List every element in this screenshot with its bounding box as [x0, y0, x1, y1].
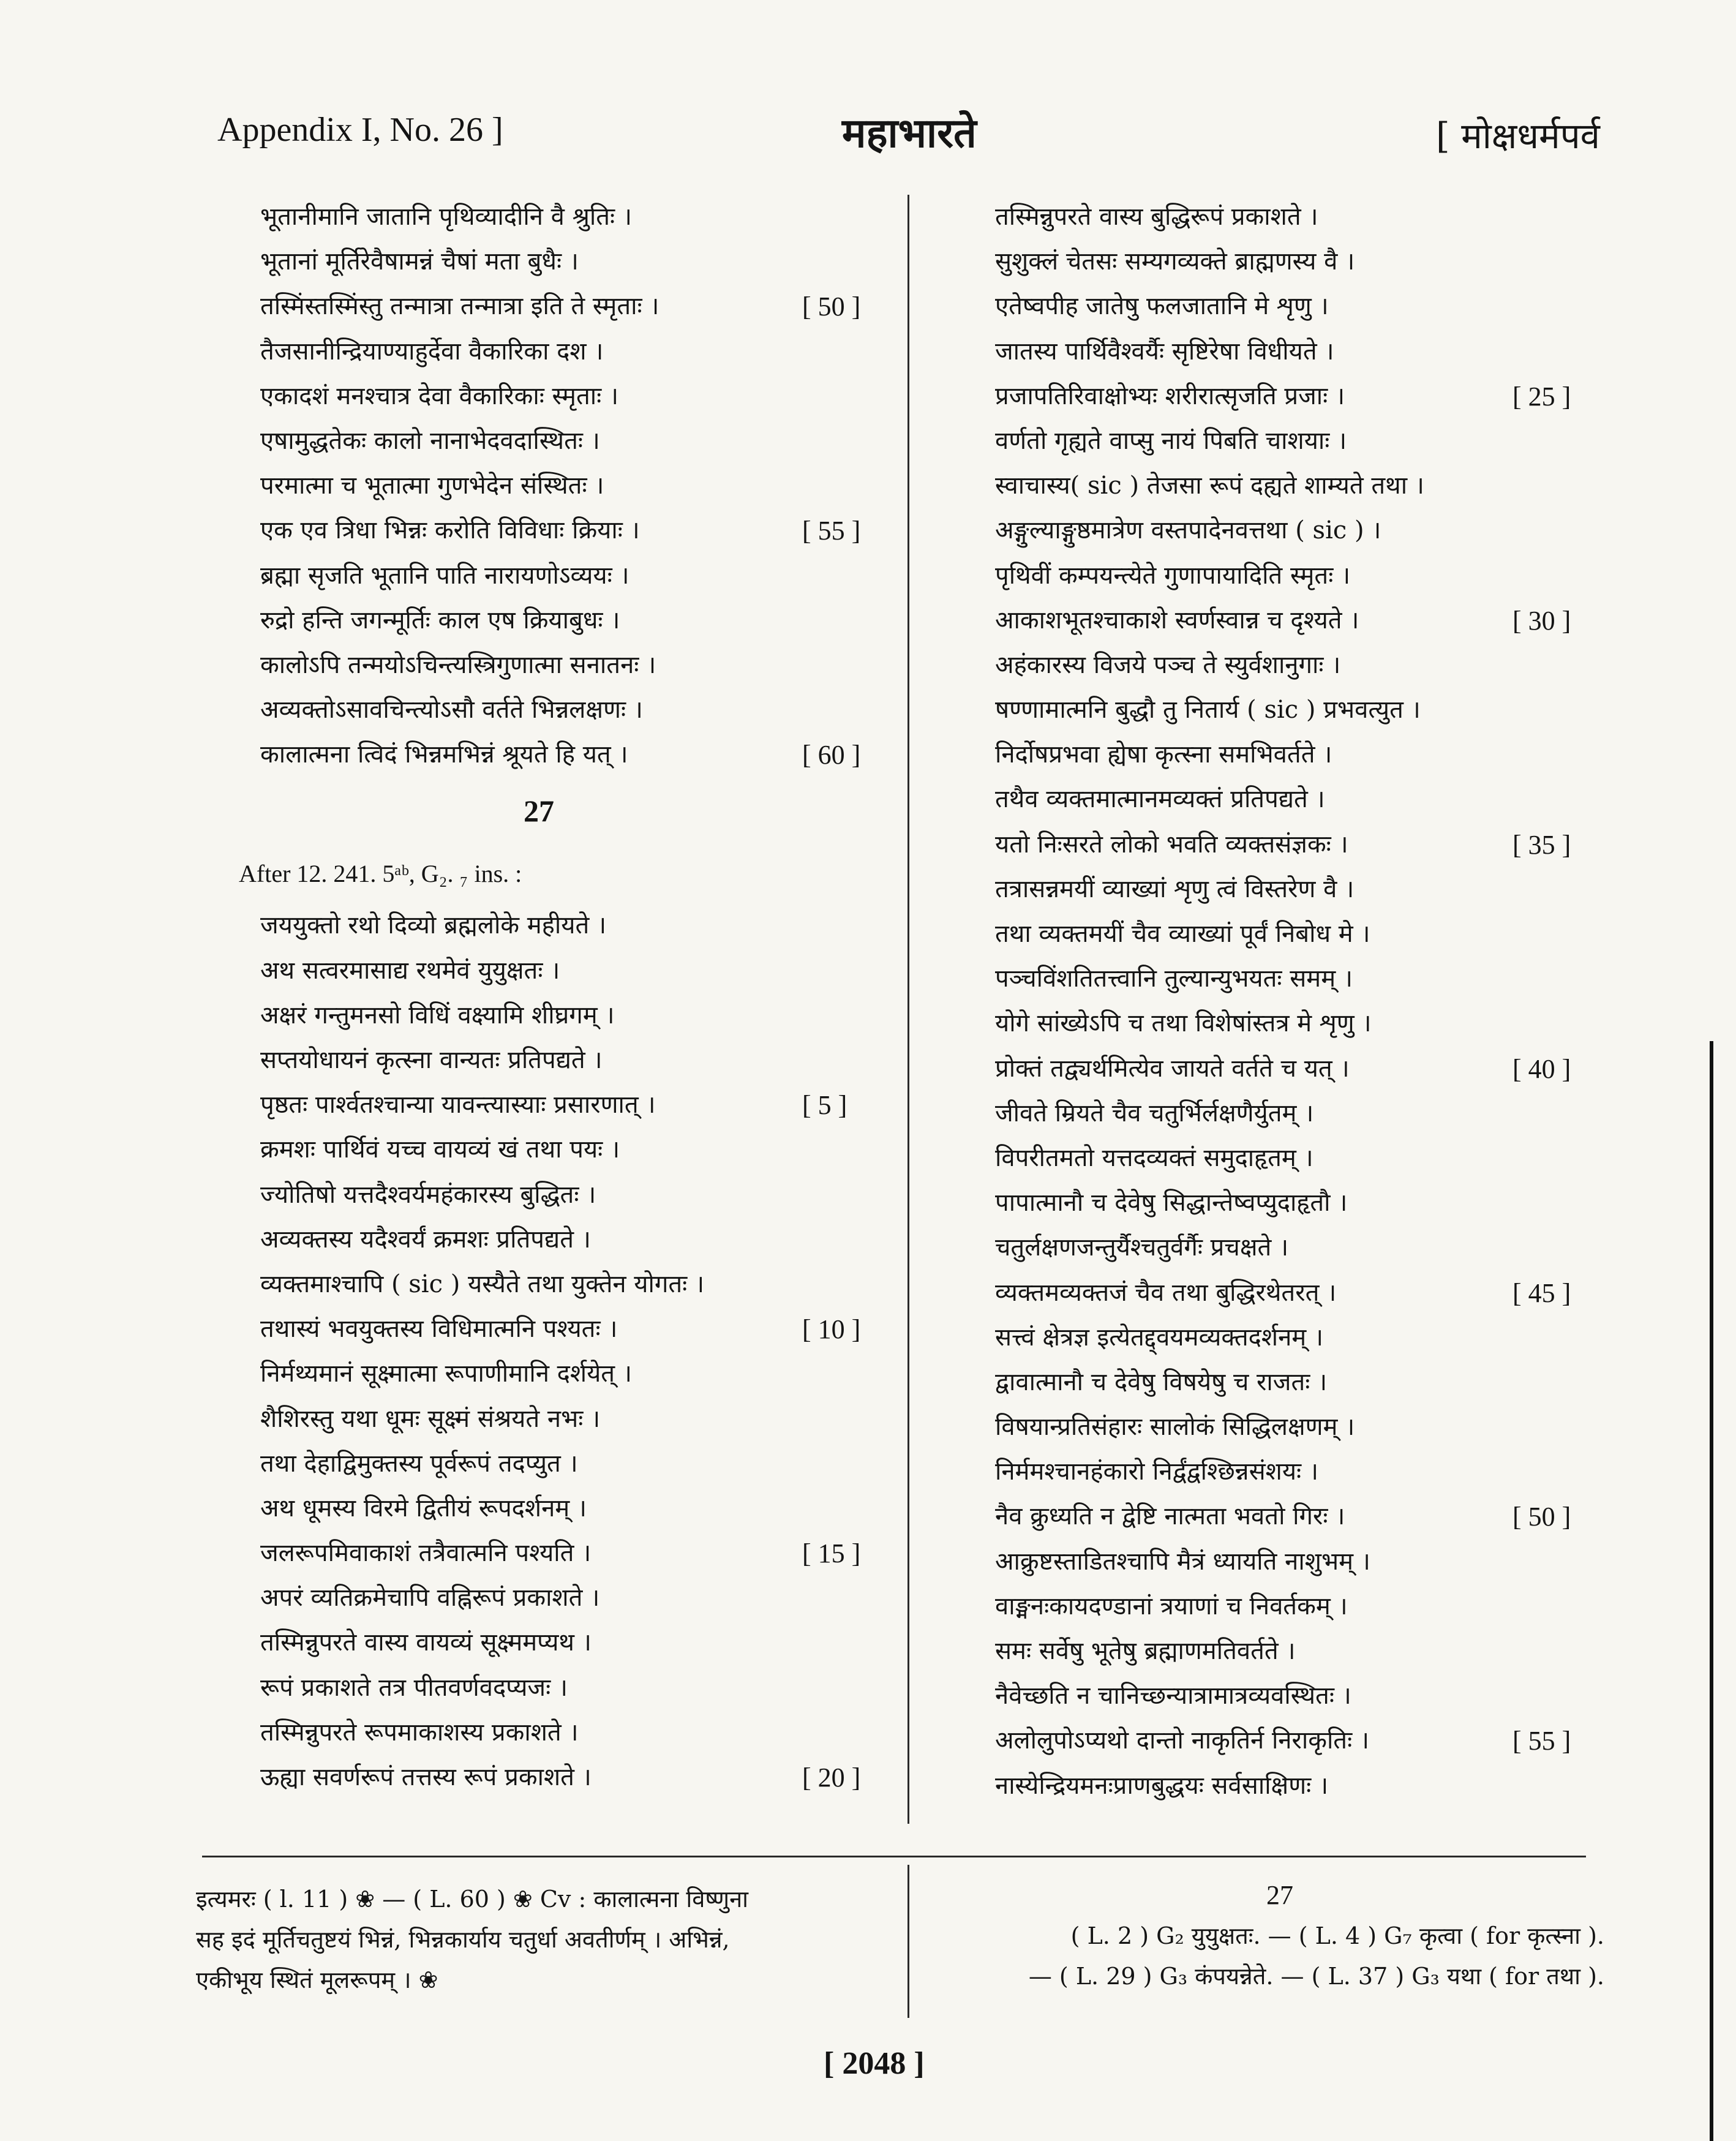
verse-line [995, 508, 1607, 553]
verse-text: अपरं व्यतिक्रमेचापि वह्निरूपं प्रकाशते । [260, 1584, 600, 1612]
verse-text: भूतानां मूर्तिरेवैषामन्नं चैषां मता बुधैः । [260, 247, 579, 276]
verse-line [995, 1764, 1607, 1808]
verse-text: ज्योतिषो यत्तदैश्वर्यमहंकारस्य बुद्धितः । [260, 1180, 596, 1209]
verse-text: सत्त्वं क्षेत्रज्ञ इत्येतद्द्वयमव्यक्तदर्शनम् । [995, 1323, 1324, 1352]
footnote-right [955, 1875, 1604, 1996]
verse-line [260, 1620, 971, 1665]
verse-line [260, 284, 971, 329]
verse-line [260, 195, 971, 239]
verse-line [995, 957, 1607, 1001]
verse-line [995, 1225, 1607, 1270]
verse-number: [ 10 ] [802, 1314, 861, 1345]
verse-line [995, 554, 1607, 598]
verse-text: तत्रासन्नमयीं व्याख्यां शृणु त्वं विस्तरेण वै । [995, 875, 1355, 903]
verse-number: [ 50 ] [1512, 1502, 1571, 1532]
footnote-left [196, 1879, 894, 2000]
verse-text: अक्षरं गन्तुमनसो विधिं वक्ष्यामि शीघ्रगम् । [260, 1001, 615, 1029]
verse-line [995, 329, 1607, 374]
verse-text: रुद्रो हन्ति जगन्मूर्तिः काल एष क्रियाबुधः । [260, 606, 620, 634]
verse-line [995, 643, 1607, 688]
verse-text: नास्येन्द्रियमनःप्राणबुद्धयः सर्वसाक्षिणः । [995, 1771, 1329, 1800]
verse-text: विपरीतमतो यत्तदव्यक्तं समुदाहृतम् । [995, 1143, 1313, 1172]
footnote-left-line: इत्यमरः ( l. 11 ) ❀ — ( L. 60 ) ❀ Cv : कालात्मना विष्णुना [196, 1886, 749, 1913]
verse-line [995, 867, 1607, 912]
verse-line [260, 464, 971, 508]
verse-number: [ 15 ] [802, 1538, 861, 1569]
verse-text: द्वावात्मानौ च देवेषु विषयेषु च राजतः । [995, 1368, 1328, 1396]
footnote-right-line: — ( L. 29 ) G₃ कंपयन्नेते. — ( L. 37 ) G₃ यथा ( for तथा ). [1028, 1963, 1604, 1990]
verse-text: प्रोक्तं तद्व्यर्थमित्येव जायते वर्तते च यत् । [995, 1054, 1350, 1083]
verse-line [995, 1047, 1607, 1091]
verse-text: जातस्य पार्थिवैश्वर्यैः सृष्टिरेषा विधीयते । [995, 337, 1334, 366]
verse-line [995, 464, 1607, 508]
verse-text: पृथिवीं कम्पयन्त्येते गुणापायादिति स्मृतः । [995, 561, 1351, 590]
verse-line [260, 643, 971, 688]
verse-text: तस्मिन्नुपरते वास्य वायव्यं सूक्ष्ममप्यथ । [260, 1628, 592, 1657]
verse-line [995, 239, 1607, 284]
verse-text: पञ्चविंशतितत्त्वानि तुल्यान्युभयतः समम् । [995, 965, 1353, 993]
verse-text: निर्दोषप्रभवा ह्येषा कृत्स्ना समभिवर्तते । [995, 740, 1332, 769]
verse-text: निर्मथ्यमानं सूक्ष्मात्मा रूपाणीमानि दर्शयेत् । [260, 1360, 632, 1388]
verse-line [260, 732, 971, 777]
verse-line [260, 1397, 971, 1442]
verse-line [260, 598, 971, 643]
verse-line [995, 1405, 1607, 1450]
verse-number: [ 5 ] [802, 1090, 847, 1121]
verse-number: [ 40 ] [1512, 1053, 1571, 1084]
footnote-divider [907, 1865, 909, 2018]
verse-line [260, 1262, 971, 1307]
verse-text: परमात्मा च भूतात्मा गुणभेदेन संस्थितः । [260, 472, 604, 500]
verse-line [260, 1307, 971, 1352]
verse-text: एतेष्वपीह जातेषु फलजातानि मे शृणु । [995, 292, 1329, 321]
verse-line [995, 1315, 1607, 1360]
verse-text: निर्ममश्चानहंकारो निर्द्वंद्वश्छिन्नसंशयः । [995, 1458, 1318, 1486]
verse-line [260, 508, 971, 553]
verse-text: आक्रुष्टस्ताडितश्चापि मैत्रं ध्यायति नाशुभम् । [995, 1547, 1370, 1576]
left-verses-top [260, 195, 971, 777]
verse-text: एक एव त्रिधा भिन्नः करोति विविधाः क्रियाः । [260, 516, 640, 545]
left-verses-bottom [260, 903, 971, 1800]
right-column [995, 195, 1607, 1808]
footnote-section-number: 27 [1266, 1880, 1293, 1910]
verse-line [995, 1181, 1607, 1225]
verse-text: यतो निःसरते लोको भवति व्यक्तसंज्ञकः । [995, 830, 1348, 859]
verse-line [260, 374, 971, 419]
verse-text: एषामुद्धतेकः कालो नानाभेदवदास्थितः । [260, 426, 600, 455]
verse-text: तस्मिन्नुपरते रूपमाकाशस्य प्रकाशते । [260, 1718, 579, 1747]
header-title: महाभारते [842, 109, 977, 157]
verse-text: क्रमशः पार्थिवं यच्च वायव्यं खं तथा पयः । [260, 1135, 620, 1164]
insertion-note: After 12. 241. 5ᵃᵇ, G₂. ₇ ins. : [239, 860, 522, 888]
verse-line [995, 1494, 1607, 1539]
verse-text: एकादशं मनश्चात्र देवा वैकारिकाः स्मृताः । [260, 382, 619, 410]
verse-line [995, 1360, 1607, 1405]
right-verses [995, 195, 1607, 1808]
verse-text: योगे सांख्येऽपि च तथा विशेषांस्तत्र मे शृणु । [995, 1009, 1372, 1038]
page-number: [ 2048 ] [824, 2046, 925, 2081]
verse-number: [ 55 ] [1512, 1726, 1571, 1756]
verse-text: वर्णतो गृह्यते वाप्सु नायं पिबति चाशयाः । [995, 426, 1347, 455]
verse-line [260, 949, 971, 993]
verse-text: षण्णामात्मनि बुद्धौ तु नितार्य ( sic ) प्रभवत्युत । [995, 696, 1421, 724]
verse-text: तथा देहाद्विमुक्तस्य पूर्वरूपं तदप्युत । [260, 1449, 578, 1478]
verse-text: तैजसानीन्द्रियाण्याहुर्देवा वैकारिका दश । [260, 337, 604, 366]
verse-line [995, 195, 1607, 239]
verse-text: अथ सत्वरमासाद्य रथमेवं युयुक्षतः । [260, 956, 560, 985]
verse-number: [ 50 ] [802, 292, 861, 322]
verse-text: चतुर्लक्षणजन्तुर्यैश्चतुर्वर्गैः प्रचक्षते । [995, 1233, 1289, 1262]
verse-text: आकाशभूतश्चाकाशे स्वर्णस्वान्न च दृश्यते । [995, 606, 1359, 634]
verse-line [995, 284, 1607, 329]
verse-line [260, 1442, 971, 1486]
verse-text: अथ धूमस्य विरमे द्वितीयं रूपदर्शनम् । [260, 1494, 587, 1522]
verse-text: कालोऽपि तन्मयोऽचिन्त्यस्त्रिगुणात्मा सनातनः । [260, 650, 656, 679]
verse-line [260, 1576, 971, 1620]
verse-line [260, 688, 971, 732]
verse-text: भूतानीमानि जातानि पृथिव्यादीनि वै श्रुतिः । [260, 203, 633, 231]
verse-text: शैशिरस्तु यथा धूमः सूक्ष्मं संश्रयते नभः । [260, 1404, 601, 1433]
verse-text: अहंकारस्य विजये पञ्च ते स्युर्वशानुगाः । [995, 650, 1341, 679]
verse-text: सुशुक्लं चेतसः सम्यगव्यक्ते ब्राह्मणस्य वै । [995, 247, 1355, 276]
verse-text: अङ्गुल्याङ्गुष्ठमात्रेण वस्तपादेनवत्तथा ( sic ) । [995, 516, 1381, 545]
verse-text: तथा व्यक्तमयीं चैव व्याख्यां पूर्वं निबोध मे । [995, 920, 1370, 948]
verse-line [995, 1718, 1607, 1763]
verse-text: जीवते म्रियते चैव चतुर्भिर्लक्षणैर्युतम् । [995, 1099, 1314, 1127]
verse-text: पृष्ठतः पार्श्वतश्चान्या यावन्त्यास्याः प्रसारणात् । [260, 1091, 656, 1119]
footnote-left-line: एकीभूय स्थितं मूलरूपम् । ❀ [196, 1966, 438, 1993]
verse-text: ब्रह्मा सृजति भूतानि पाति नारायणोऽव्ययः । [260, 561, 629, 590]
verse-text: वाङ्मनःकायदण्डानां त्रयाणां च निवर्तकम् । [995, 1592, 1348, 1620]
verse-line [260, 1666, 971, 1710]
verse-line [995, 1091, 1607, 1136]
verse-text: नैव क्रुध्यति न द्वेष्टि नात्मता भवतो गिरः । [995, 1502, 1345, 1531]
verse-line [995, 598, 1607, 643]
verse-text: अव्यक्तस्य यदैश्वर्यं क्रमशः प्रतिपद्यते । [260, 1225, 591, 1254]
verse-line [995, 419, 1607, 464]
verse-text: प्रजापतिरिवाक्षोभ्यः शरीरात्सृजति प्रजाः । [995, 382, 1345, 410]
verse-text: पापात्मानौ च देवेषु सिद्धान्तेष्वप्युदाहृतौ । [995, 1189, 1348, 1217]
header-appendix: Appendix I, No. 26 ] [217, 111, 503, 149]
verse-line [260, 903, 971, 948]
verse-text: सप्तयोधायनं कृत्स्ना वान्यतः प्रतिपद्यते । [260, 1046, 603, 1074]
verse-line [260, 554, 971, 598]
verse-text: व्यक्तमव्यक्तजं चैव तथा बुद्धिरथेतरत् । [995, 1278, 1337, 1307]
verse-line [995, 822, 1607, 867]
verse-text: तस्मिंस्तस्मिंस्तु तन्मात्रा तन्मात्रा इति ते स्मृताः । [260, 292, 659, 321]
verse-line [260, 419, 971, 464]
page-edge-mark [1710, 1041, 1713, 2141]
verse-number: [ 35 ] [1512, 829, 1571, 860]
verse-text: तथास्यं भवयुक्तस्य विधिमात्मनि पश्यतः । [260, 1315, 618, 1344]
verse-line [260, 1173, 971, 1217]
verse-text: रूपं प्रकाशते तत्र पीतवर्णवदप्यजः । [260, 1673, 568, 1702]
verse-number: [ 25 ] [1512, 381, 1571, 412]
section-number: 27 [524, 794, 554, 829]
footnote-right-line: ( L. 2 ) G₂ युयुक्षतः. — ( L. 4 ) G₇ कृत्वा ( for कृत्स्ना ). [1070, 1922, 1604, 1949]
verse-text: नैवेच्छति न चानिच्छन्यात्रामात्रव्यवस्थितः । [995, 1682, 1351, 1710]
verse-line [995, 1136, 1607, 1181]
verse-text: व्यक्तमाश्चापि ( sic ) यस्यैते तथा युक्तेन योगतः । [260, 1270, 705, 1298]
verse-text: समः सर्वेषु भूतेषु ब्रह्माणमतिवर्तते । [995, 1637, 1296, 1665]
verse-text: स्वाचास्य( sic ) तेजसा रूपं दह्यते शाम्यते तथा । [995, 472, 1424, 500]
verse-number: [ 45 ] [1512, 1277, 1571, 1308]
left-column [239, 195, 971, 1800]
verse-text: अलोलुपोऽप्यथो दान्तो नाकृतिर्न निराकृतिः । [995, 1726, 1370, 1755]
verse-line [995, 1540, 1607, 1584]
verse-line [995, 912, 1607, 957]
header-section: [ मोक्षधर्मपर्व [1436, 115, 1600, 157]
verse-line [995, 732, 1607, 777]
verse-line [260, 239, 971, 284]
verse-text: जययुक्तो रथो दिव्यो ब्रह्मलोके महीयते । [260, 911, 607, 940]
verse-line [260, 1755, 971, 1800]
verse-text: विषयान्प्रतिसंहारः सालोकं सिद्धिलक्षणम् । [995, 1413, 1355, 1442]
verse-line [995, 1001, 1607, 1046]
verse-line [995, 1584, 1607, 1629]
verse-text: तस्मिन्नुपरते वास्य बुद्धिरूपं प्रकाशते । [995, 203, 1318, 231]
verse-number: [ 55 ] [802, 516, 861, 546]
verse-line [995, 374, 1607, 419]
verse-text: अव्यक्तोऽसावचिन्त्योऽसौ वर्तते भिन्नलक्षणः । [260, 696, 643, 724]
footnote-left-line: सह इदं मूर्तिचतुष्टयं भिन्नं, भिन्नकार्याय चतुर्धा अवतीर्णम् । अभिन्नं, [196, 1926, 730, 1953]
verse-line [995, 1629, 1607, 1674]
verse-number: [ 20 ] [802, 1763, 861, 1793]
verse-text: जलरूपमिवाकाशं तत्रैवात्मनि पश्यति । [260, 1539, 592, 1568]
verse-line [260, 1217, 971, 1262]
verse-line [995, 777, 1607, 822]
verse-text: कालात्मना त्विदं भिन्नमभिन्नं श्रूयते हि यत् । [260, 740, 628, 769]
verse-line [995, 1450, 1607, 1494]
verse-line [260, 1038, 971, 1083]
verse-line [260, 1083, 971, 1127]
verse-line [260, 1531, 971, 1576]
verse-line [260, 329, 971, 374]
verse-number: [ 30 ] [1512, 605, 1571, 636]
verse-line [260, 1486, 971, 1531]
verse-line [260, 993, 971, 1038]
verse-line [995, 688, 1607, 732]
verse-line [995, 1271, 1607, 1315]
verse-line [260, 1352, 971, 1396]
verse-text: ऊह्या सवर्णरूपं तत्तस्य रूपं प्रकाशते । [260, 1763, 592, 1791]
verse-line [260, 1710, 971, 1755]
verse-line [995, 1674, 1607, 1718]
verse-number: [ 60 ] [802, 740, 861, 770]
verse-text: तथैव व्यक्तमात्मानमव्यक्तं प्रतिपद्यते । [995, 785, 1325, 814]
footnote-rule [202, 1856, 1586, 1857]
verse-line [260, 1127, 971, 1172]
